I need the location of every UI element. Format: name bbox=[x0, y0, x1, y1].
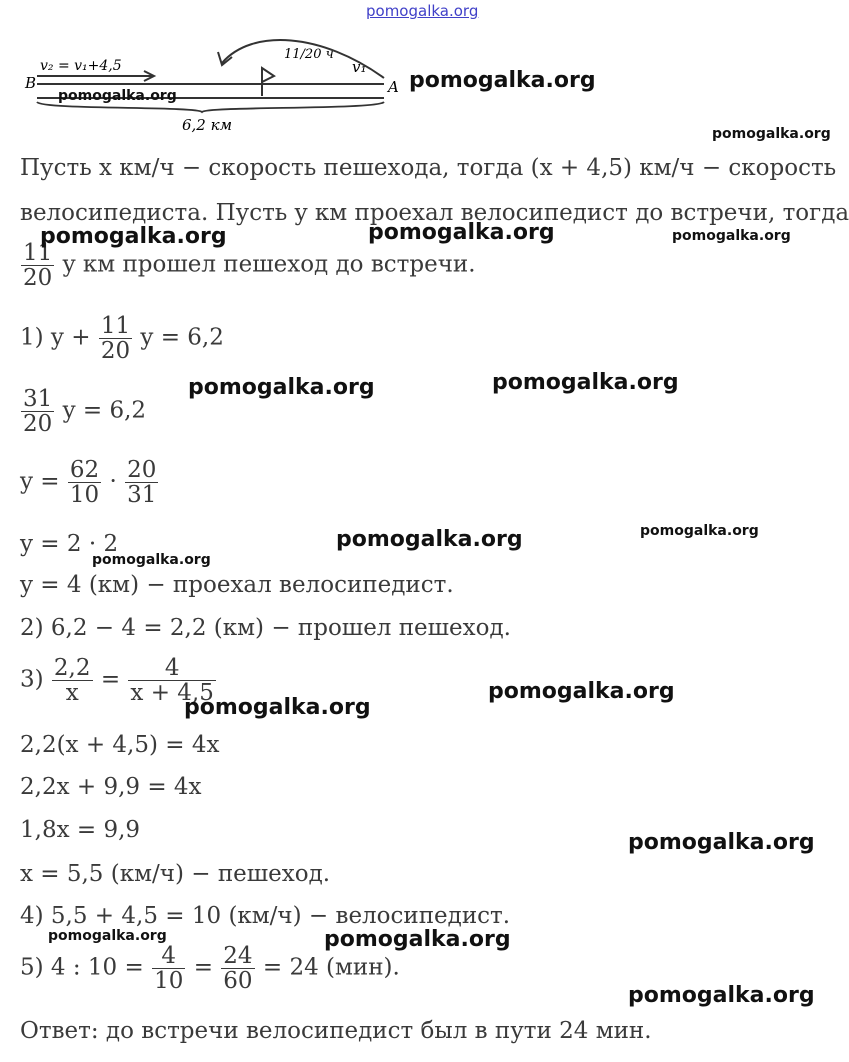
v2-label: v₂ = v₁+4,5 bbox=[40, 58, 122, 74]
meeting-flag bbox=[262, 68, 274, 82]
watermark: pomogalka.org bbox=[48, 928, 167, 944]
watermark: pomogalka.org bbox=[188, 375, 375, 400]
intro-line-1: Пусть x км/ч − скорость пешехода, тогда (x + 4,5) км/ч − скорость bbox=[20, 155, 837, 181]
time-label: 11/20 ч bbox=[284, 47, 334, 62]
intro-line-3: $\frac{11}{20}$ y км прошел пешеход до встречи. bbox=[23, 240, 476, 292]
answer-line: Ответ: до встречи велосипедист был в пути 24 мин. bbox=[20, 1018, 652, 1044]
watermark-top[interactable]: pomogalka.org bbox=[366, 2, 479, 20]
step-1-equation: 1) y + $\frac{11}{20}$ y = 6,2 bbox=[20, 313, 224, 365]
distance-label: 6,2 км bbox=[182, 116, 233, 134]
watermark: pomogalka.org bbox=[184, 695, 371, 720]
step-4-result: 4) 5,5 + 4,5 = 10 (км/ч) − велосипедист. bbox=[20, 903, 511, 929]
watermark: pomogalka.org bbox=[368, 220, 555, 245]
watermark: pomogalka.org bbox=[58, 88, 177, 104]
intro-line-2: велосипедиста. Пусть y км проехал велосипедист до встречи, тогда bbox=[20, 200, 849, 226]
v1-label: v₁ bbox=[352, 58, 367, 76]
watermark: pomogalka.org bbox=[324, 927, 511, 952]
point-a-label: A bbox=[388, 78, 399, 96]
step-3-distribute: 2,2x + 9,9 = 4x bbox=[20, 774, 202, 800]
point-b-label: B bbox=[25, 74, 37, 92]
watermark: pomogalka.org bbox=[712, 126, 831, 142]
fraction-11-20: $\frac{11}{20}$ bbox=[23, 240, 53, 292]
watermark: pomogalka.org bbox=[628, 830, 815, 855]
step-1-combined: $\frac{31}{20}$ y = 6,2 bbox=[23, 386, 147, 438]
watermark: pomogalka.org bbox=[336, 527, 523, 552]
step-2-result: 2) 6,2 − 4 = 2,2 (км) − прошел пешеход. bbox=[20, 615, 511, 641]
step-5-equation: 5) 4 : 10 = $\frac{4}{10}$ = $\frac{24}{60}$ = 24 (мин). bbox=[20, 943, 400, 995]
watermark: pomogalka.org bbox=[628, 983, 815, 1008]
watermark: pomogalka.org bbox=[92, 552, 211, 568]
watermark: pomogalka.org bbox=[40, 224, 227, 249]
watermark: pomogalka.org bbox=[492, 370, 679, 395]
step-3-result: x = 5,5 (км/ч) − пешеход. bbox=[20, 861, 331, 887]
step-3-expand: 2,2(x + 4,5) = 4x bbox=[20, 732, 220, 758]
watermark: pomogalka.org bbox=[640, 523, 759, 539]
step-1-simplify: y = 2 · 2 bbox=[20, 531, 119, 557]
watermark: pomogalka.org bbox=[488, 679, 675, 704]
step-1-solve: y = $\frac{62}{10}$ · $\frac{20}{31}$ bbox=[20, 457, 157, 509]
watermark: pomogalka.org bbox=[409, 68, 596, 93]
step-3-collect: 1,8x = 9,9 bbox=[20, 817, 141, 843]
step-3-equation: 3) $\frac{2,2}{x}$ = $\frac{4}{x + 4,5}$ bbox=[20, 655, 214, 707]
step-1-result: y = 4 (км) − проехал велосипедист. bbox=[20, 572, 454, 598]
watermark: pomogalka.org bbox=[672, 228, 791, 244]
